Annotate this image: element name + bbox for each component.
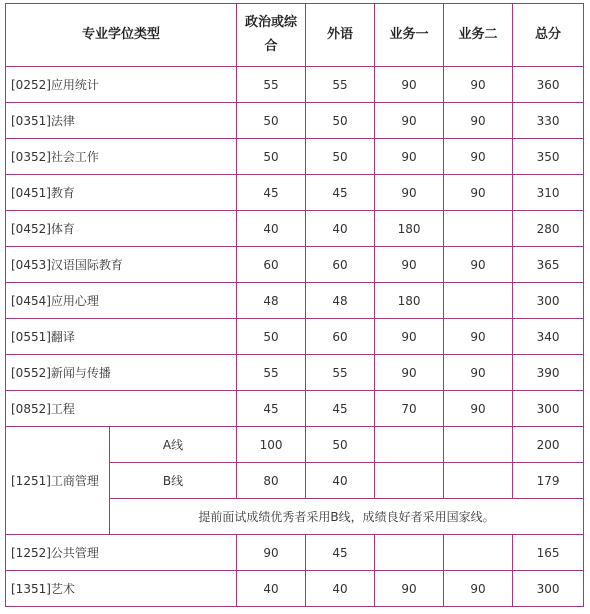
score-cell: 40 [306,571,375,607]
table-row [6,247,584,283]
score-cell: 45 [306,535,375,571]
header-subject-two: 业务二 [444,4,513,67]
table-row [6,139,584,175]
score-cell: 200 [513,427,584,463]
score-cell: 90 [444,67,513,103]
score-cell: 40 [237,571,306,607]
score-cell: 90 [444,571,513,607]
score-cell: 180 [375,211,444,247]
degree-name: [1252]公共管理 [6,535,237,571]
score-cell [444,211,513,247]
score-cell: 55 [237,355,306,391]
score-cell: 90 [444,175,513,211]
table-row [6,355,584,391]
score-cell: 45 [237,391,306,427]
score-cell: 90 [375,103,444,139]
score-cell: 90 [444,139,513,175]
degree-name: [0552]新闻与传播 [6,355,237,391]
header-politics-line1: 政治或综合 [245,15,298,54]
score-cell: 350 [513,139,584,175]
score-cell: 48 [237,283,306,319]
score-cell: 90 [444,391,513,427]
score-cell: 90 [444,247,513,283]
score-cell: 300 [513,571,584,607]
score-cell: 300 [513,391,584,427]
score-cell: 70 [375,391,444,427]
score-cell: 390 [513,355,584,391]
table-row [6,391,584,427]
degree-name: [0252]应用统计 [6,67,237,103]
score-table [5,3,584,607]
score-cell: 360 [513,67,584,103]
score-cell: 340 [513,319,584,355]
table-row [6,283,584,319]
score-cell: 90 [444,355,513,391]
degree-name: [0452]体育 [6,211,237,247]
score-cell: 330 [513,103,584,139]
score-cell [444,427,513,463]
score-cell: 90 [375,355,444,391]
score-cell: 179 [513,463,584,499]
score-cell: 45 [306,391,375,427]
score-cell: 55 [306,355,375,391]
line-label: B线 [110,463,237,499]
score-cell: 40 [306,463,375,499]
score-cell: 90 [375,139,444,175]
degree-name: [0454]应用心理 [6,283,237,319]
score-cell: 90 [237,535,306,571]
mba-row [6,427,584,463]
score-cell: 48 [306,283,375,319]
score-cell: 90 [375,319,444,355]
degree-name: [0352]社会工作 [6,139,237,175]
header-foreign-language: 外语 [306,4,375,67]
table-row [6,175,584,211]
score-cell: 90 [375,175,444,211]
score-cell: 50 [306,139,375,175]
score-cell: 90 [444,319,513,355]
table-row [6,103,584,139]
table-row [6,319,584,355]
score-cell [444,283,513,319]
score-cell: 165 [513,535,584,571]
score-cell: 310 [513,175,584,211]
score-cell [375,427,444,463]
degree-name: [0453]汉语国际教育 [6,247,237,283]
score-cell: 45 [306,175,375,211]
degree-name: [0451]教育 [6,175,237,211]
score-cell: 365 [513,247,584,283]
score-cell: 300 [513,283,584,319]
table-row [6,571,584,607]
score-cell [375,463,444,499]
score-cell: 60 [306,319,375,355]
score-cell [444,463,513,499]
header-degree-type: 专业学位类型 [6,4,237,67]
degree-name: [1251]工商管理 [6,427,110,535]
line-label: A线 [110,427,237,463]
score-cell: 90 [375,571,444,607]
score-cell: 50 [237,319,306,355]
score-cell: 90 [375,67,444,103]
header-politics [237,4,306,67]
score-cell: 45 [237,175,306,211]
score-cell: 100 [237,427,306,463]
score-cell: 280 [513,211,584,247]
header-subject-one: 业务一 [375,4,444,67]
score-cell: 60 [237,247,306,283]
score-cell: 80 [237,463,306,499]
table-row [6,211,584,247]
degree-name: [0351]法律 [6,103,237,139]
score-cell: 50 [237,103,306,139]
score-cell: 90 [444,103,513,139]
score-cell: 55 [237,67,306,103]
score-cell: 40 [306,211,375,247]
score-cell [375,535,444,571]
degree-name: [0852]工程 [6,391,237,427]
score-cell: 50 [306,103,375,139]
degree-name: [1351]艺术 [6,571,237,607]
score-cell: 50 [237,139,306,175]
table-row [6,67,584,103]
score-cell: 55 [306,67,375,103]
score-cell: 60 [306,247,375,283]
table-row [6,535,584,571]
header-row [6,4,584,67]
score-cell: 180 [375,283,444,319]
score-cell: 40 [237,211,306,247]
score-cell: 50 [306,427,375,463]
score-cell [444,535,513,571]
mba-note: 提前面试成绩优秀者采用B线，成绩良好者采用国家线。 [110,499,584,535]
score-cell: 90 [375,247,444,283]
header-total: 总分 [513,4,584,67]
degree-name: [0551]翻译 [6,319,237,355]
